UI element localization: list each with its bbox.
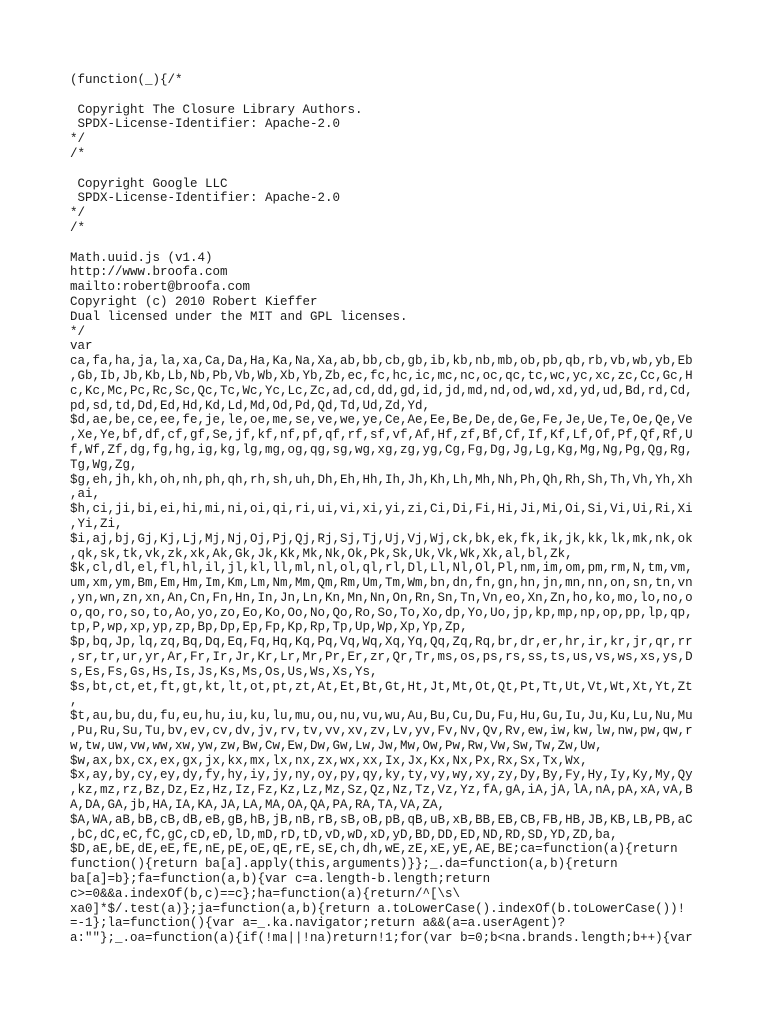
code-line: $p,bq,Jp,lq,zq,Bq,Dq,Eq,Fq,Hq,Kq,Pq,Vq,Wq,Xq,Yq,Qq,Zq,Rq,br,dr,er,hr,ir,kr,jr,qr,rr bbox=[70, 635, 693, 650]
code-line: $g,eh,jh,kh,oh,nh,ph,qh,rh,sh,uh,Dh,Eh,Hh,Ih,Jh,Kh,Lh,Mh,Nh,Ph,Qh,Rh,Sh,Th,Vh,Yh,Xh bbox=[70, 472, 693, 487]
code-line: ,bC,dC,eC,fC,gC,cD,eD,lD,mD,rD,tD,vD,wD,xD,yD,BD,DD,ED,ND,RD,SD,YD,ZD,ba, bbox=[70, 827, 618, 842]
code-line: mailto:robert@broofa.com bbox=[70, 280, 251, 295]
code-line: ,Gb,Ib,Jb,Kb,Lb,Nb,Pb,Vb,Wb,Xb,Yb,Zb,ec,fc,hc,ic,mc,nc,oc,qc,tc,wc,yc,xc,zc,Cc,Gc,H bbox=[70, 368, 693, 383]
code-line: http://www.broofa.com bbox=[70, 265, 228, 280]
code-line: $i,aj,bj,Gj,Kj,Lj,Mj,Nj,Oj,Pj,Qj,Rj,Sj,Tj,Uj,Vj,Wj,ck,bk,ek,fk,ik,jk,kk,lk,mk,nk,ok bbox=[70, 531, 693, 546]
code-line: pd,sd,td,Dd,Ed,Hd,Kd,Ld,Md,Od,Pd,Qd,Td,Ud,Zd,Yd, bbox=[70, 398, 431, 413]
code-line: =-1};la=function(){var a=_.ka.navigator;return a&&(a=a.userAgent)? bbox=[70, 916, 566, 931]
code-line: $t,au,bu,du,fu,eu,hu,iu,ku,lu,mu,ou,nu,vu,wu,Au,Bu,Cu,Du,Fu,Hu,Gu,Iu,Ju,Ku,Lu,Nu,Mu bbox=[70, 709, 693, 724]
code-line bbox=[70, 88, 700, 103]
code-line: Copyright The Closure Library Authors. bbox=[70, 102, 363, 117]
code-line: ,Xe,Ye,bf,df,cf,gf,Se,jf,kf,nf,pf,qf,rf,sf,vf,Af,Hf,zf,Bf,Cf,If,Kf,Lf,Of,Pf,Qf,Rf,U bbox=[70, 428, 693, 443]
code-line: $w,ax,bx,cx,ex,gx,jx,kx,mx,lx,nx,zx,wx,xx,Ix,Jx,Kx,Nx,Px,Rx,Sx,Tx,Wx, bbox=[70, 753, 588, 768]
code-line: a:""};_.oa=function(a){if(!ma||!na)return!1;for(var b=0;b<na.brands.length;b++){var bbox=[70, 931, 693, 946]
code-line: ,ai, bbox=[70, 487, 101, 502]
code-line: ,yn,wn,zn,xn,An,Cn,Fn,Hn,In,Jn,Ln,Kn,Mn,Nn,On,Rn,Sn,Tn,Vn,eo,Xn,Zn,ho,ko,mo,lo,no,o bbox=[70, 590, 693, 605]
code-line: Math.uuid.js (v1.4) bbox=[70, 250, 213, 265]
code-line: ,Yi,Zi, bbox=[70, 516, 123, 531]
code-line: ,Pu,Ru,Su,Tu,bv,ev,cv,dv,jv,rv,tv,vv,xv,zv,Lv,yv,Fv,Nv,Qv,Rv,ew,iw,kw,lw,nw,pw,qw,r bbox=[70, 724, 693, 739]
code-line: $h,ci,ji,bi,ei,hi,mi,ni,oi,qi,ri,ui,vi,xi,yi,zi,Ci,Di,Fi,Hi,Ji,Mi,Oi,Si,Vi,Ui,Ri,Xi bbox=[70, 502, 693, 517]
code-line: s,Es,Fs,Gs,Hs,Is,Js,Ks,Ms,Os,Us,Ws,Xs,Ys, bbox=[70, 664, 378, 679]
code-line: (function(_){/* bbox=[70, 73, 183, 87]
code-line: */ bbox=[70, 324, 86, 339]
code-line: xa0]*$/.test(a)};ja=function(a,b){return a.toLowerCase().indexOf(b.toLowerCase())! bbox=[70, 901, 686, 916]
code-line: A,DA,GA,jb,HA,IA,KA,JA,LA,MA,OA,QA,PA,RA,TA,VA,ZA, bbox=[70, 798, 446, 813]
code-line: $x,ay,by,cy,ey,dy,fy,hy,iy,jy,ny,oy,py,qy,ky,ty,vy,wy,xy,zy,Dy,By,Fy,Hy,Iy,Ky,My,Qy bbox=[70, 768, 693, 783]
code-line: /* bbox=[70, 220, 86, 235]
code-line: Dual licensed under the MIT and GPL licenses. bbox=[70, 309, 408, 324]
code-line bbox=[70, 162, 700, 177]
code-line: $A,WA,aB,bB,cB,dB,eB,gB,hB,jB,nB,rB,sB,oB,pB,qB,uB,xB,BB,EB,CB,FB,HB,JB,KB,LB,PB,aC bbox=[70, 812, 693, 827]
code-line: $D,aE,bE,dE,eE,fE,nE,pE,oE,qE,rE,sE,ch,dh,wE,zE,xE,yE,AE,BE;ca=function(a){return bbox=[70, 842, 678, 857]
code-line: */ bbox=[70, 206, 86, 221]
code-line: ,kz,mz,rz,Bz,Dz,Ez,Hz,Iz,Fz,Kz,Lz,Mz,Sz,Qz,Nz,Tz,Vz,Yz,fA,gA,iA,jA,lA,nA,pA,xA,vA,B bbox=[70, 783, 693, 798]
code-line: o,qo,ro,so,to,Ao,yo,zo,Eo,Ko,Oo,No,Qo,Ro,So,To,Xo,dp,Yo,Uo,jp,kp,mp,np,op,pp,lp,qp, bbox=[70, 605, 693, 620]
code-line: $s,bt,ct,et,ft,gt,kt,lt,ot,pt,zt,At,Et,Bt,Gt,Ht,Jt,Mt,Ot,Qt,Pt,Tt,Ut,Vt,Wt,Xt,Yt,Zt bbox=[70, 679, 693, 694]
code-line: um,xm,ym,Bm,Em,Hm,Im,Km,Lm,Nm,Mm,Qm,Rm,Um,Tm,Wm,bn,dn,fn,gn,hn,jn,mn,nn,on,sn,tn,vn bbox=[70, 576, 693, 591]
code-line: */ bbox=[70, 132, 86, 147]
code-line: c,Kc,Mc,Pc,Rc,Sc,Qc,Tc,Wc,Yc,Lc,Zc,ad,cd,dd,gd,id,jd,md,nd,od,wd,xd,yd,ud,Bd,rd,Cd, bbox=[70, 383, 693, 398]
code-line: ca,fa,ha,ja,la,xa,Ca,Da,Ha,Ka,Na,Xa,ab,bb,cb,gb,ib,kb,nb,mb,ob,pb,qb,rb,vb,wb,yb,Eb bbox=[70, 354, 693, 369]
code-line bbox=[70, 236, 700, 251]
code-line: $k,cl,dl,el,fl,hl,il,jl,kl,ll,ml,nl,ol,ql,rl,Dl,Ll,Nl,Ol,Pl,nm,im,om,pm,rm,N,tm,vm, bbox=[70, 561, 693, 576]
code-line: ,sr,tr,ur,yr,Ar,Fr,Ir,Jr,Kr,Lr,Mr,Pr,Er,zr,Qr,Tr,ms,os,ps,rs,ss,ts,us,vs,ws,xs,ys,D bbox=[70, 650, 693, 665]
code-line: tp,P,wp,xp,yp,zp,Bp,Dp,Ep,Fp,Kp,Rp,Tp,Up,Wp,Xp,Yp,Zp, bbox=[70, 620, 468, 635]
code-line: Copyright Google LLC bbox=[70, 176, 228, 191]
code-line: SPDX-License-Identifier: Apache-2.0 bbox=[70, 191, 341, 206]
code-line: SPDX-License-Identifier: Apache-2.0 bbox=[70, 117, 341, 132]
code-line: var bbox=[70, 339, 93, 354]
code-line: ,qk,sk,tk,vk,zk,xk,Ak,Gk,Jk,Kk,Mk,Nk,Ok,Pk,Sk,Uk,Vk,Wk,Xk,al,bl,Zk, bbox=[70, 546, 573, 561]
code-document bbox=[70, 73, 700, 946]
code-line: $d,ae,be,ce,ee,fe,je,le,oe,me,se,ve,we,ye,Ce,Ae,Ee,Be,De,de,Ge,Fe,Je,Ue,Te,Oe,Qe,Ve bbox=[70, 413, 693, 428]
code-line: c>=0&&a.indexOf(b,c)==c};ha=function(a){return/^[\s\ bbox=[70, 886, 461, 901]
code-line: w,tw,uw,vw,ww,xw,yw,zw,Bw,Cw,Ew,Dw,Gw,Lw,Jw,Mw,Ow,Pw,Rw,Vw,Sw,Tw,Zw,Uw, bbox=[70, 738, 603, 753]
code-line: Copyright (c) 2010 Robert Kieffer bbox=[70, 294, 318, 309]
code-line: function(){return ba[a].apply(this,arguments)}};_.da=function(a,b){return bbox=[70, 857, 618, 872]
code-line: /* bbox=[70, 146, 86, 161]
code-line: , bbox=[70, 694, 78, 709]
code-line: f,Wf,Zf,dg,fg,hg,ig,kg,lg,mg,og,qg,sg,wg,xg,zg,yg,Cg,Fg,Dg,Jg,Lg,Kg,Mg,Ng,Pg,Qg,Rg, bbox=[70, 442, 693, 457]
code-line: Tg,Wg,Zg, bbox=[70, 457, 138, 472]
code-line: ba[a]=b};fa=function(a,b){var c=a.length-b.length;return bbox=[70, 872, 491, 887]
